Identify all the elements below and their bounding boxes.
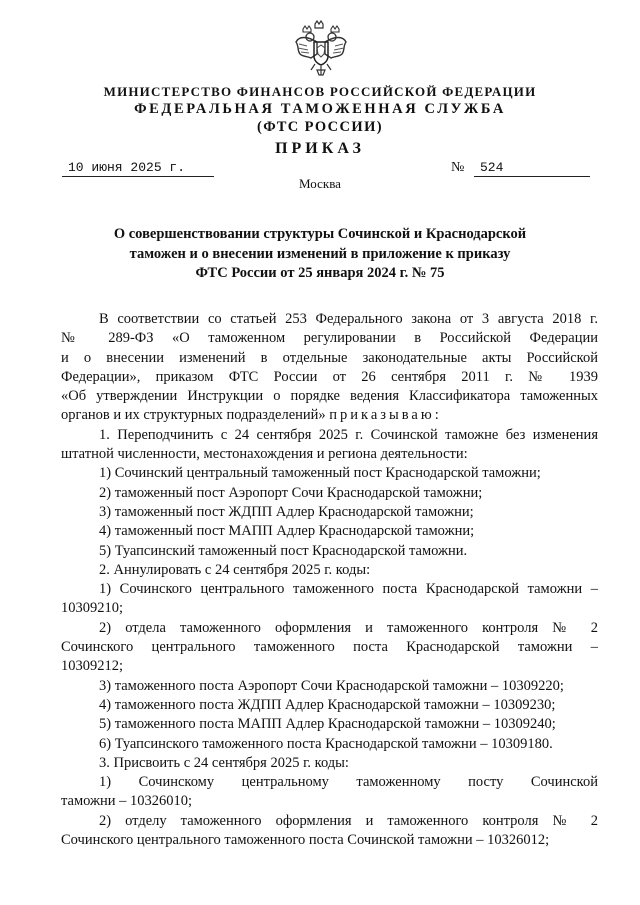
list-item: 6) Туапсинского таможенного поста Краснодарской таможни – 10309180. bbox=[99, 735, 553, 752]
list-item: 1) Сочинскому центральному таможенному посту Сочинской bbox=[99, 774, 598, 791]
order-title bbox=[90, 225, 550, 284]
list-item: 4) таможенного поста ЖДПП Адлер Краснодарской таможни – 10309230; bbox=[99, 696, 556, 713]
body-line: В соответствии со статьей 253 Федерального закона от 3 августа 2018 г. bbox=[99, 311, 598, 327]
russian-coat-of-arms-icon bbox=[293, 20, 349, 78]
list-item-cont: таможни – 10326010; bbox=[61, 793, 193, 810]
body-line: штатной численности, местонахождения и региона деятельности: bbox=[61, 446, 468, 463]
order-date: 10 июня 2025 г. bbox=[62, 160, 214, 177]
list-item: 1) Сочинский центральный таможенный пост Краснодарской таможни; bbox=[99, 465, 541, 482]
order-number: 524 bbox=[474, 160, 590, 177]
service-short-name: (ФТС РОССИИ) bbox=[256, 119, 384, 135]
list-item: 2) таможенный пост Аэропорт Сочи Краснодарской таможни; bbox=[99, 484, 483, 501]
body-line: 1. Переподчинить с 24 сентября 2025 г. Сочинской таможне без изменения bbox=[99, 426, 598, 443]
list-item: 3) таможенного поста Аэропорт Сочи Краснодарской таможни – 10309220; bbox=[99, 677, 564, 694]
list-item-cont: Сочинского центрального таможенного поста Сочинской таможни – 10326012; bbox=[61, 832, 550, 849]
list-item-cont: 10309210; bbox=[61, 600, 124, 617]
order-body bbox=[61, 310, 598, 850]
order-number-label: № bbox=[451, 160, 465, 175]
body-line: 2. Аннулировать с 24 сентября 2025 г. коды: bbox=[99, 561, 371, 578]
title-line: ФТС России от 25 января 2024 г. № 75 bbox=[195, 265, 445, 281]
body-line: и о внесении изменений в отдельные законодательные акты Российской bbox=[61, 349, 598, 366]
list-item: 1) Сочинского центрального таможенного поста Краснодарской таможни – bbox=[99, 581, 598, 598]
title-line: О совершенствовании структуры Сочинской и Краснодарской bbox=[113, 226, 527, 242]
service-name: ФЕДЕРАЛЬНАЯ ТАМОЖЕННАЯ СЛУЖБА bbox=[134, 101, 506, 117]
body-line: «Об утверждении Инструкции о порядке ведения Классификатора таможенных bbox=[61, 388, 598, 405]
body-line: № 289-ФЗ «О таможенном регулировании в Российской Федерации bbox=[61, 330, 598, 347]
list-item: 2) отдела таможенного оформления и таможенного контроля № 2 bbox=[99, 619, 598, 636]
order-word: приказываю: bbox=[329, 407, 442, 424]
body-line: Федерации», приказом ФТС России от 26 сентября 2011 г. № 1939 bbox=[61, 368, 598, 385]
body-line: 3. Присвоить с 24 сентября 2025 г. коды: bbox=[99, 754, 349, 771]
list-item: 5) таможенного поста МАПП Адлер Краснодарской таможни – 10309240; bbox=[99, 716, 556, 733]
list-item: 5) Туапсинский таможенный пост Краснодарской таможни. bbox=[99, 542, 468, 559]
body-line bbox=[61, 406, 598, 425]
order-city: Москва bbox=[299, 176, 341, 191]
document-type: ПРИКАЗ bbox=[275, 140, 365, 157]
list-item-cont: Сочинского центрального таможенного поста Краснодарской таможни – bbox=[61, 639, 598, 656]
intro-last: органов и их структурных подразделений» bbox=[61, 407, 326, 424]
title-line: таможен и о внесении изменений в приложение к приказу bbox=[129, 245, 511, 262]
list-item: 2) отделу таможенного оформления и таможенного контроля № 2 bbox=[99, 812, 598, 829]
list-item: 4) таможенный пост МАПП Адлер Краснодарской таможни; bbox=[99, 523, 475, 540]
ministry-name: МИНИСТЕРСТВО ФИНАНСОВ РОССИЙСКОЙ ФЕДЕРАЦИИ bbox=[103, 84, 537, 99]
list-item: 3) таможенный пост ЖДПП Адлер Краснодарской таможни; bbox=[99, 503, 474, 520]
list-item-cont: 10309212; bbox=[61, 658, 124, 675]
